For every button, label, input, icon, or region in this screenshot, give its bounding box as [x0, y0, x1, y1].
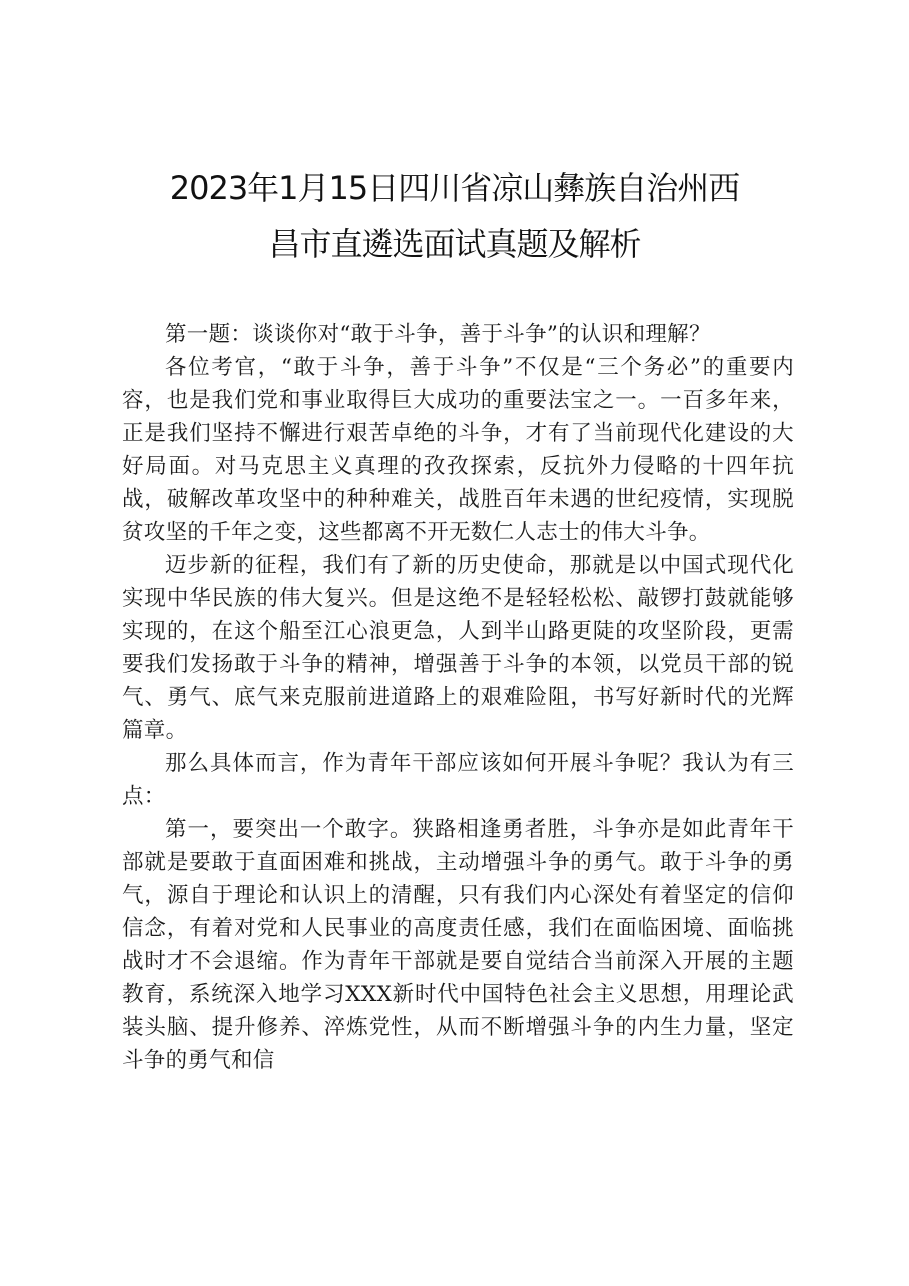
question-heading: 第一题：谈谈你对“敢于斗争，善于斗争”的认识和理解？ [165, 322, 711, 347]
body-paragraph: 那么具体而言，作为青年干部应该如何开展斗争呢？我认为有三点： [122, 751, 794, 809]
body-paragraph: 第一，要突出一个敢字。狭路相逢勇者胜，斗争亦是如此青年干部就是要敢于直面困难和挑战，主动增强斗争的勇气。敢于斗争的勇气，源自于理论和认识上的清醒，只有我们内心深处有着坚定的信仰信念，有着对党和人民事业的高度责任感，我们在面临困境、面临挑战时才不会退缩。作为青年干部就是要自觉结合当前深入开展的主题教育，系统深入地学习XXX新时代中国特色社会主义思想，用理论武装头脑、提升修养、淬炼党性，从而不断增强斗争的内生力量，坚定斗争的勇气和信 [122, 817, 794, 1073]
title-line-2: 昌市直遴选面试真题及解析 [268, 225, 641, 263]
title-line-1: 2023年1月15日四川省凉山彝族自治州西 [169, 169, 740, 207]
document-title [0, 160, 909, 272]
body-paragraph: 迈步新的征程，我们有了新的历史使命，那就是以中国式现代化实现中华民族的伟大复兴。但是这绝不是轻轻松松、敲锣打鼓就能够实现的，在这个船至江心浪更急，人到半山路更陡的攻坚阶段，更需要我们发扬敢于斗争的精神，增强善于斗争的本领，以党员干部的锐气、勇气、底气来克服前进道路上的艰难险阻，书写好新时代的光辉篇章。 [122, 553, 794, 743]
document-body [122, 318, 794, 1077]
body-paragraph: 各位考官，“敢于斗争，善于斗争”不仅是“三个务必”的重要内容，也是我们党和事业取得巨大成功的重要法宝之一。一百多年来，正是我们坚持不懈进行艰苦卓绝的斗争，才有了当前现代化建设的大好局面。对马克思主义真理的孜孜探索，反抗外力侵略的十四年抗战，破解改革攻坚中的种种难关，战胜百年未遇的世纪疫情，实现脱贫攻坚的千年之变，这些都离不开无数仁人志士的伟大斗争。 [122, 355, 794, 545]
